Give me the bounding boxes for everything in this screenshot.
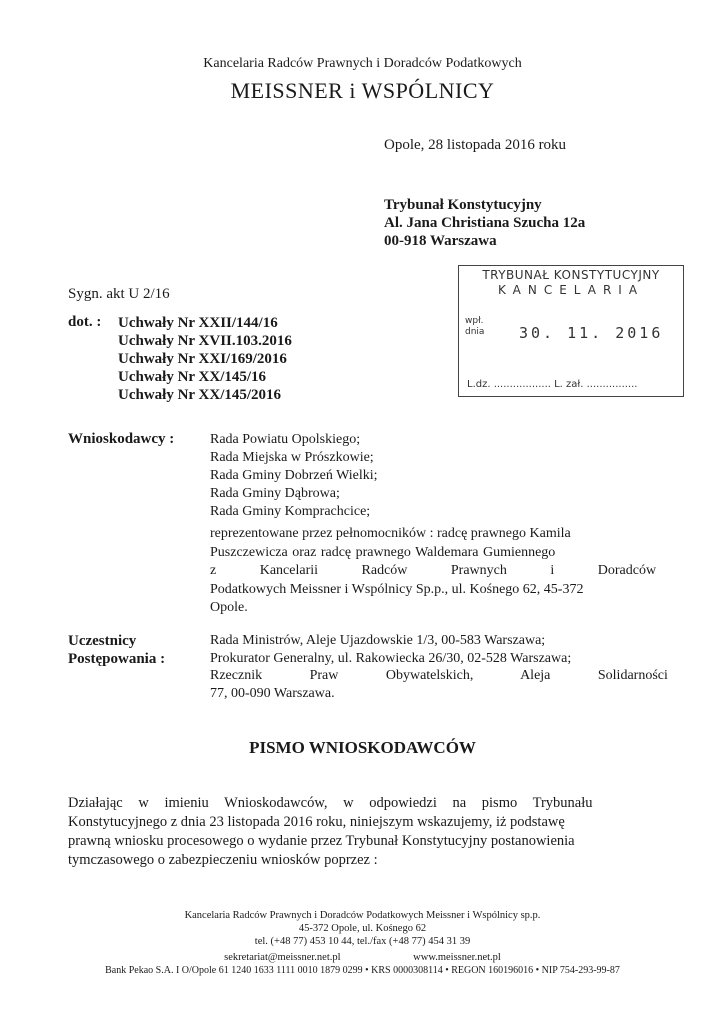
- resolution-item: Uchwały Nr XVII.103.2016: [118, 333, 292, 349]
- stamp-title: TRYBUNAŁ KONSTYTUCYJNY: [482, 268, 660, 282]
- applicant-item: Rada Miejska w Prószkowie;: [210, 450, 374, 465]
- applicants-label: Wnioskodawcy :: [68, 431, 175, 447]
- representation-line: Opole.: [210, 600, 248, 615]
- resolution-item: Uchwały Nr XX/145/2016: [118, 387, 282, 403]
- regarding-label: dot. :: [68, 314, 102, 330]
- stamp-wpl-label: wpł. dnia: [465, 316, 485, 337]
- representation-line: Podatkowych Meissner i Wspólnicy Sp.p., ul. Kośnego 62, 45-372: [210, 581, 584, 597]
- stamp-subtitle: KANCELARIA: [497, 283, 645, 297]
- representation-line: reprezentowane przez pełnomocników : radcę prawnego Kamila: [210, 526, 571, 541]
- participant-line: 77, 00-090 Warszawa.: [210, 685, 335, 701]
- body-line: Działając w imieniu Wnioskodawców, w odpowiedzi na pismo Trybunału: [68, 795, 593, 811]
- participant-line: Rzecznik Praw Obywatelskich, Aleja Solidarności: [210, 668, 668, 683]
- resolution-item: Uchwały Nr XX/145/16: [118, 369, 267, 385]
- body-line: tymczasowego o zabezpieczeniu wniosków poprzez :: [68, 852, 378, 868]
- applicant-item: Rada Gminy Dąbrowa;: [210, 486, 340, 501]
- participant-line: Prokurator Generalny, ul. Rakowiecka 26/30, 02-528 Warszawa;: [210, 650, 572, 666]
- participants-list: [210, 632, 668, 702]
- firm-name: MEISSNER i WSPÓLNICY: [230, 78, 495, 103]
- resolution-item: Uchwały Nr XXII/144/16: [118, 315, 278, 331]
- firm-line: Kancelaria Radców Prawnych i Doradców Podatkowych: [203, 56, 522, 71]
- stamp-date: 30. 11. 2016: [519, 324, 664, 342]
- participants-label-line: Uczestnicy: [68, 633, 137, 649]
- letter-date: Opole, 28 listopada 2016 roku: [384, 137, 567, 153]
- footer-contact: [0, 951, 725, 964]
- body-paragraph: [68, 794, 638, 870]
- applicant-item: Rada Gminy Komprachcice;: [210, 504, 371, 519]
- body-line: Konstytucyjnego z dnia 23 listopada 2016 roku, niniejszym wskazujemy, iż podstawę: [68, 814, 565, 830]
- applicant-item: Rada Gminy Dobrzeń Wielki;: [210, 468, 378, 483]
- footer-address: 45-372 Opole, ul. Kośnego 62: [298, 923, 427, 934]
- resolutions-list: [118, 314, 292, 404]
- representation-line: Puszczewicza oraz radcę prawnego Waldemara Gumiennego: [210, 544, 556, 560]
- footer-bank: Bank Pekao S.A. I O/Opole 61 1240 1633 1111 0010 1879 0299 • KRS 0000308114 • REGON 160196016 • NIP 754-293-99-87: [105, 965, 620, 976]
- footer-firm: Kancelaria Radców Prawnych i Doradców Podatkowych Meissner i Wspólnicy sp.p.: [184, 910, 541, 921]
- document-title: PISMO WNIOSKODAWCÓW: [249, 738, 476, 757]
- footer-phone: tel. (+48 77) 453 10 44, tel./fax (+48 77) 454 31 39: [254, 936, 471, 947]
- recipient-line: Trybunał Konstytucyjny: [384, 197, 542, 213]
- stamp-footer: L.dz. .................. L. zał. ................: [467, 379, 638, 390]
- applicants-list: [210, 431, 378, 521]
- recipient-line: Al. Jana Christiana Szucha 12a: [384, 215, 586, 231]
- body-line: prawną wniosku procesowego o wydanie przez Trybunał Konstytucyjny postanowienia: [68, 833, 575, 849]
- representation-text: [210, 525, 657, 618]
- participants-label-line: Postępowania :: [68, 651, 166, 667]
- applicant-item: Rada Powiatu Opolskiego;: [210, 432, 361, 447]
- recipient-address: [384, 196, 585, 250]
- resolution-item: Uchwały Nr XXI/169/2016: [118, 351, 287, 367]
- receipt-stamp: [458, 265, 684, 397]
- participants-label: [68, 632, 165, 668]
- footer-website: www.meissner.net.pl: [413, 952, 501, 963]
- participant-line: Rada Ministrów, Aleje Ujazdowskie 1/3, 00-583 Warszawa;: [210, 633, 546, 648]
- footer-email: sekretariat@meissner.net.pl: [224, 952, 341, 963]
- recipient-line: 00-918 Warszawa: [384, 233, 497, 249]
- representation-line: z Kancelarii Radców Prawnych i Doradców: [210, 563, 657, 578]
- case-signature: Sygn. akt U 2/16: [68, 286, 170, 302]
